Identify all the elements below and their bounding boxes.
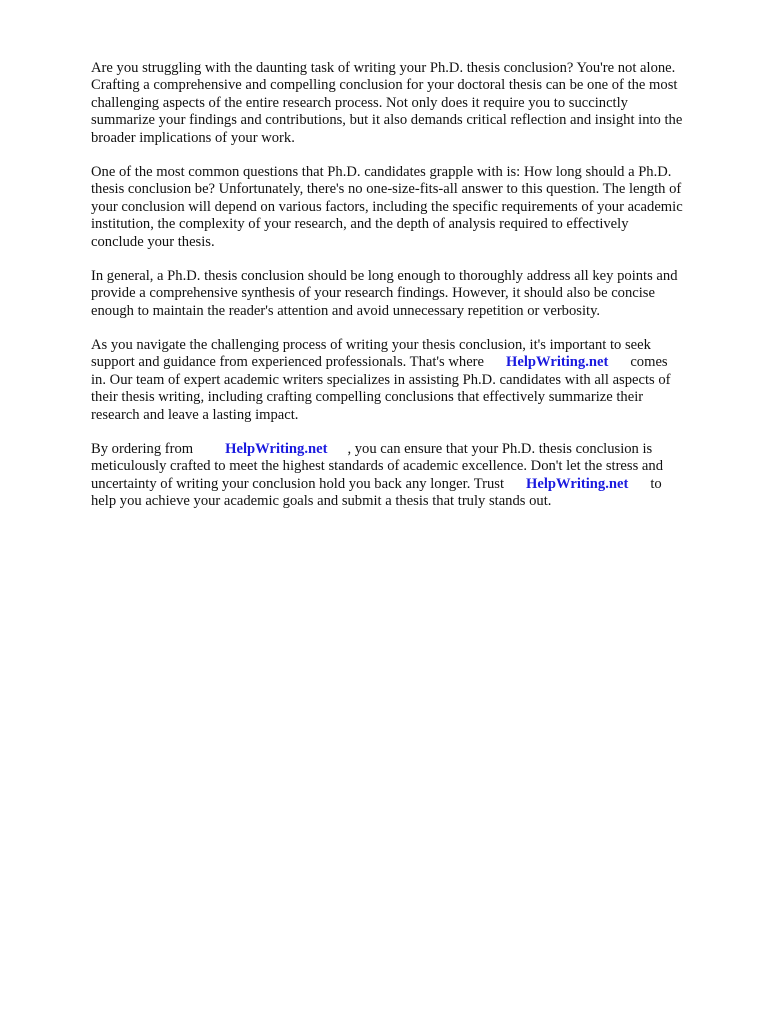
helpwriting-link[interactable]: HelpWriting.net [225, 441, 328, 458]
text-line: meticulously crafted to meet the highest standards of academic excellence. Don't let the stress and [91, 458, 663, 475]
paragraph-support [91, 337, 731, 424]
text-line: conclude your thesis. [91, 233, 215, 250]
text-line: your conclusion will depend on various factors, including the specific requirements of your academic [91, 198, 683, 215]
text-segment: , you can ensure that your Ph.D. thesis conclusion is [347, 441, 653, 458]
text-line [91, 476, 731, 493]
text-segment: By ordering from [91, 441, 194, 458]
text-line: institution, the complexity of your research, and the depth of analysis required to effectively [91, 216, 629, 233]
text-line: broader implications of your work. [91, 129, 295, 146]
text-line: thesis conclusion be? Unfortunately, there's no one-size-fits-all answer to this question. The length of [91, 181, 682, 198]
paragraph-intro [91, 60, 731, 147]
text-line: summarize your findings and contributions, but it also demands critical reflection and insight into the [91, 112, 683, 129]
text-line: enough to maintain the reader's attention and avoid unnecessary repetition or verbosity. [91, 302, 601, 319]
text-line: help you achieve your academic goals and submit a thesis that truly stands out. [91, 493, 552, 510]
helpwriting-link[interactable]: HelpWriting.net [506, 354, 609, 371]
helpwriting-link[interactable]: HelpWriting.net [526, 475, 629, 492]
text-line [91, 354, 731, 371]
text-line: In general, a Ph.D. thesis conclusion should be long enough to thoroughly address all key points and [91, 267, 678, 284]
text-segment: comes [630, 354, 668, 371]
text-line: As you navigate the challenging process of writing your thesis conclusion, it's important to seek [91, 337, 651, 354]
text-line [91, 441, 731, 458]
text-line: One of the most common questions that Ph.D. candidates grapple with is: How long should a Ph.D. [91, 163, 672, 180]
text-segment: to [650, 475, 662, 492]
paragraph-length-question [91, 164, 731, 251]
text-line: their thesis writing, including crafting compelling conclusions that effectively summarize their [91, 389, 644, 406]
text-segment: support and guidance from experienced professionals. That's where [91, 354, 485, 371]
text-line: Are you struggling with the daunting task of writing your Ph.D. thesis conclusion? You're not alone. [91, 60, 676, 76]
text-line: in. Our team of expert academic writers specializes in assisting Ph.D. candidates with all aspects of [91, 371, 671, 388]
paragraph-general [91, 268, 731, 320]
text-line: provide a comprehensive synthesis of your research findings. However, it should also be concise [91, 285, 655, 302]
text-segment: uncertainty of writing your conclusion hold you back any longer. Trust [91, 475, 505, 492]
paragraph-ordering [91, 441, 731, 511]
document-page [91, 60, 731, 528]
text-line: challenging aspects of the entire research process. Not only does it require you to succinctly [91, 94, 628, 111]
text-line: Crafting a comprehensive and compelling conclusion for your doctoral thesis can be one of the most [91, 77, 678, 94]
text-line: research and leave a lasting impact. [91, 406, 299, 423]
